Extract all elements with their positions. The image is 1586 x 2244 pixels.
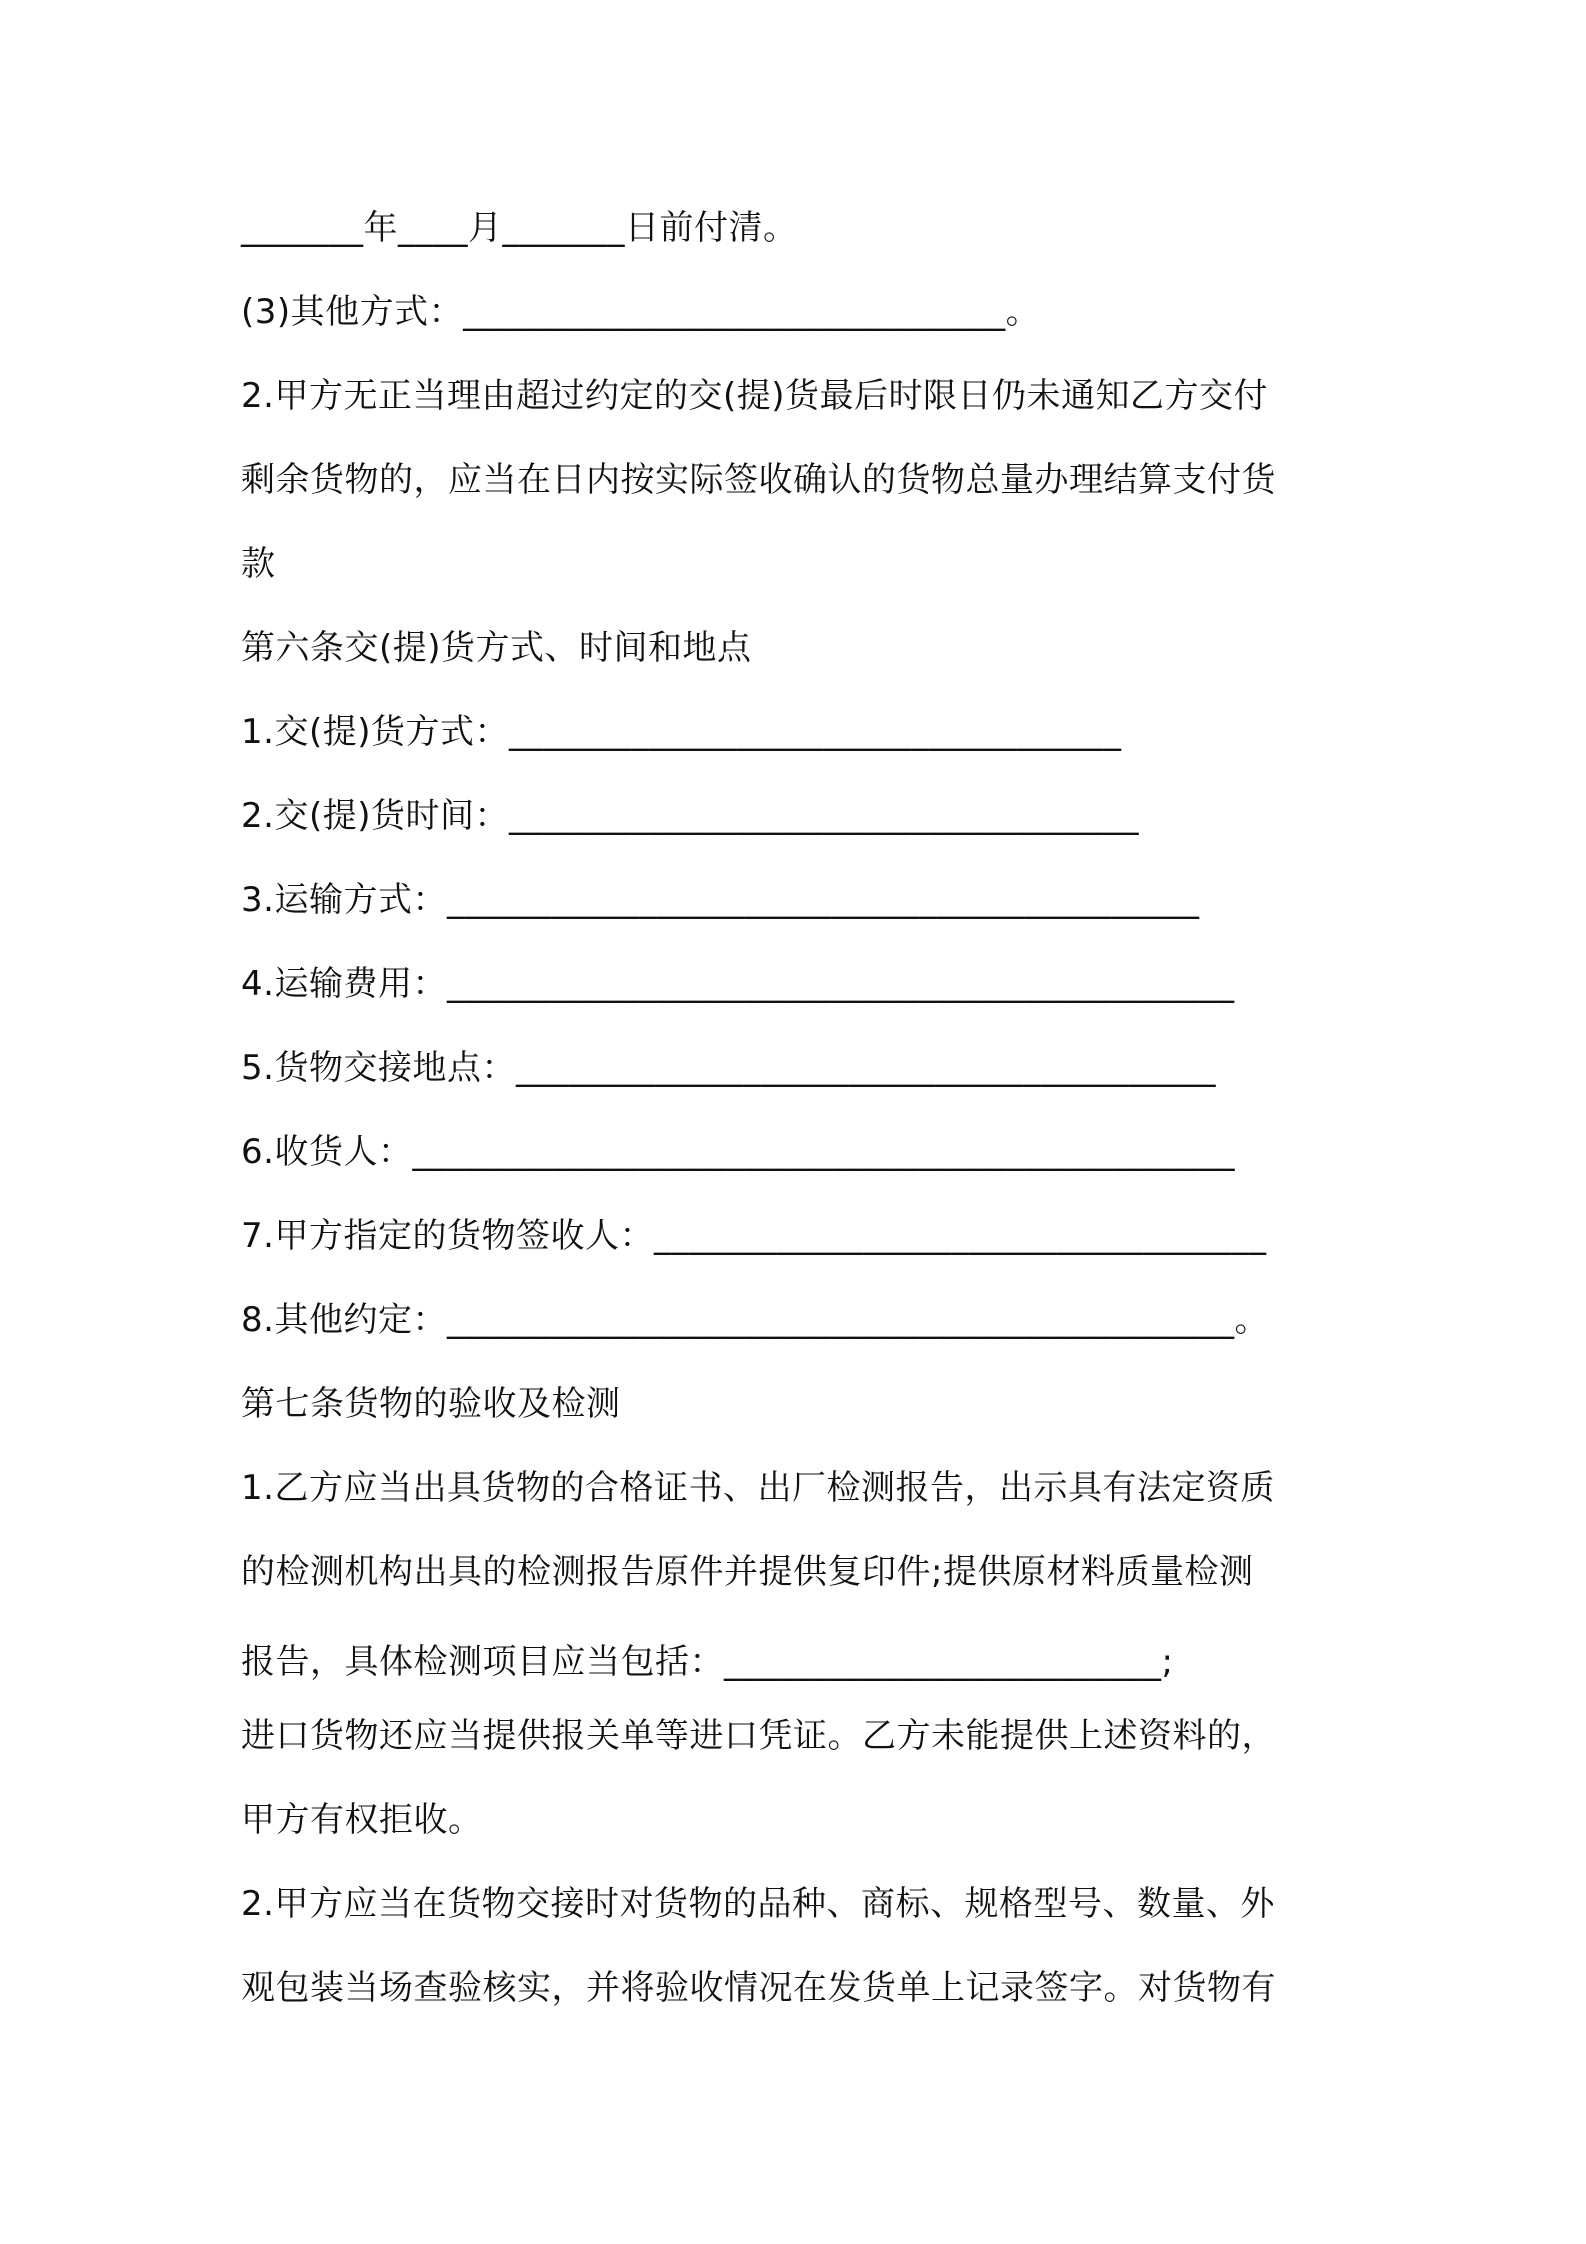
- text-line: 2.甲方无正当理由超过约定的交(提)货最后时限日仍未通知乙方交付: [241, 376, 1268, 416]
- text-line: 6.收货人：_______________________________________________: [241, 1132, 1235, 1172]
- text-line: 7.甲方指定的货物签收人：___________________________________: [241, 1216, 1267, 1256]
- text-line: 的检测机构出具的检测报告原件并提供复印件;提供原材料质量检测: [241, 1552, 1254, 1592]
- section-heading: 第七条货物的验收及检测: [241, 1384, 621, 1424]
- text-line: 进口货物还应当提供报关单等进口凭证。乙方未能提供上述资料的，: [241, 1716, 1276, 1756]
- text-line: 1.交(提)货方式：___________________________________: [241, 712, 1122, 752]
- text-line: _______年____月_______日前付清。: [241, 208, 798, 248]
- text-line: 1.乙方应当出具货物的合格证书、出厂检测报告，出示具有法定资质: [241, 1468, 1275, 1508]
- text-line: (3)其他方式：_______________________________。: [241, 292, 1041, 332]
- text-line: 2.甲方应当在货物交接时对货物的品种、商标、规格型号、数量、外: [241, 1884, 1275, 1924]
- text-line: 5.货物交接地点：________________________________________: [241, 1048, 1216, 1088]
- text-line: 8.其他约定：_____________________________________________。: [241, 1300, 1269, 1340]
- section-heading: 第六条交(提)货方式、时间和地点: [241, 628, 752, 668]
- text-line: 剩余货物的，应当在日内按实际签收确认的货物总量办理结算支付货: [241, 460, 1276, 500]
- text-line: 3.运输方式：___________________________________________: [241, 880, 1200, 920]
- text-line: 观包装当场查验核实，并将验收情况在发货单上记录签字。对货物有: [241, 1968, 1276, 2008]
- text-line: 甲方有权拒收。: [241, 1800, 483, 1840]
- text-line: 款: [241, 544, 276, 584]
- text-line: 报告，具体检测项目应当包括：_________________________;: [241, 1642, 1174, 1682]
- text-line: 2.交(提)货时间：____________________________________: [241, 796, 1139, 836]
- text-line: 4.运输费用：_____________________________________________: [241, 964, 1235, 1004]
